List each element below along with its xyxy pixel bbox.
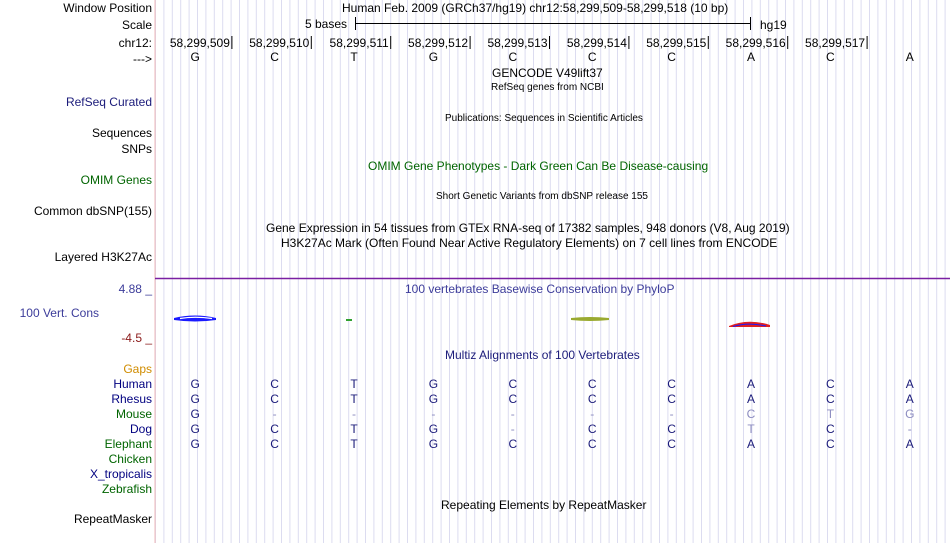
alignment-base: C bbox=[587, 377, 597, 391]
omim-genes-label[interactable]: OMIM Genes bbox=[80, 173, 152, 187]
alignment-base: G bbox=[190, 392, 200, 406]
dbsnp-track-title[interactable]: Short Genetic Variants from dbSNP release 155 bbox=[436, 191, 648, 202]
alignment-base: T bbox=[747, 422, 755, 436]
vert-cons-label[interactable]: 100 Vert. Cons bbox=[19, 306, 99, 320]
species-label[interactable]: Mouse bbox=[115, 407, 152, 421]
base-position-label: 58,299,516 bbox=[725, 36, 786, 50]
alignment-base: C bbox=[667, 392, 676, 406]
base-letter: G bbox=[428, 50, 439, 64]
species-label[interactable]: Chicken bbox=[108, 452, 152, 466]
alignment-base: - bbox=[510, 407, 515, 421]
sequences-label[interactable]: Sequences bbox=[91, 126, 152, 140]
alignment-base: G bbox=[428, 437, 439, 451]
alignment-base: C bbox=[270, 437, 279, 451]
base-position-label: 58,299,513 bbox=[487, 36, 548, 50]
alignment-base: C bbox=[826, 392, 835, 406]
alignment-base: G bbox=[428, 392, 439, 406]
phylop-mark-c bbox=[571, 317, 609, 321]
alignment-base: T bbox=[826, 407, 835, 421]
alignment-base: T bbox=[350, 377, 358, 391]
alignment-base: C bbox=[508, 392, 518, 406]
alignment-base: C bbox=[270, 392, 279, 406]
alignment-base: A bbox=[905, 377, 914, 391]
chromosome-label: chr12: bbox=[118, 36, 152, 50]
alignment-base: T bbox=[350, 422, 358, 436]
alignment-base: G bbox=[190, 422, 200, 436]
base-letter: C bbox=[826, 50, 835, 64]
alignment-base: C bbox=[826, 422, 835, 436]
publications-track-title[interactable]: Publications: Sequences in Scientific Articles bbox=[445, 113, 643, 124]
alignment-base: - bbox=[510, 422, 515, 436]
repeatmasker-label[interactable]: RepeatMasker bbox=[73, 512, 152, 526]
alignment-base: C bbox=[746, 407, 756, 421]
assembly-label: hg19 bbox=[760, 18, 787, 32]
base-letter: G bbox=[190, 50, 200, 64]
base-position-label: 58,299,509 bbox=[169, 36, 230, 50]
phylop-mark-t bbox=[346, 319, 352, 321]
multiz-track-title[interactable]: Multiz Alignments of 100 Vertebrates bbox=[445, 348, 640, 362]
base-position-label: 58,299,512 bbox=[408, 36, 469, 50]
base-position-label: 58,299,517 bbox=[805, 36, 866, 50]
alignment-base: C bbox=[270, 422, 279, 436]
alignment-base: C bbox=[270, 377, 279, 391]
phylop-marks bbox=[174, 316, 770, 328]
alignment-base: T bbox=[350, 437, 358, 451]
snps-label[interactable]: SNPs bbox=[121, 142, 152, 156]
species-label[interactable]: Elephant bbox=[104, 437, 152, 451]
alignment-base: C bbox=[826, 377, 835, 391]
base-letter: C bbox=[270, 50, 279, 64]
alignment-base: - bbox=[352, 407, 356, 421]
phylop-min-label: -4.5 _ bbox=[121, 331, 152, 345]
common-dbsnp-label[interactable]: Common dbSNP(155) bbox=[33, 204, 152, 218]
base-letter: T bbox=[350, 50, 358, 64]
base-letter: C bbox=[667, 50, 676, 64]
alignment-base: A bbox=[905, 392, 914, 406]
alignment-base: C bbox=[508, 377, 518, 391]
species-label[interactable]: Zebrafish bbox=[101, 482, 152, 496]
scale-label: Scale bbox=[121, 18, 152, 32]
alignment-base: - bbox=[907, 422, 912, 436]
scale-bases-text: 5 bases bbox=[305, 17, 348, 31]
phylop-track-title[interactable]: 100 vertebrates Basewise Conservation by PhyloP bbox=[405, 282, 675, 296]
alignment-base: G bbox=[428, 377, 439, 391]
alignment-base: G bbox=[190, 377, 200, 391]
alignment-base: C bbox=[667, 437, 676, 451]
alignment-base: C bbox=[826, 437, 835, 451]
alignment-base: A bbox=[746, 437, 755, 451]
window-position-label: Window Position bbox=[63, 1, 152, 15]
omim-track-title[interactable]: OMIM Gene Phenotypes - Dark Green Can Be Disease-causing bbox=[368, 159, 709, 173]
scale-bar bbox=[355, 17, 751, 30]
alignment-base: T bbox=[350, 392, 358, 406]
species-label[interactable]: Dog bbox=[129, 422, 152, 436]
base-position-label: 58,299,515 bbox=[646, 36, 707, 50]
layered-h3k27ac-label[interactable]: Layered H3K27Ac bbox=[54, 250, 152, 264]
alignment-base: - bbox=[272, 407, 277, 421]
alignment-base: C bbox=[587, 437, 597, 451]
refseq-curated-label[interactable]: RefSeq Curated bbox=[65, 95, 152, 109]
alignment-base: G bbox=[905, 407, 915, 421]
base-position-label: 58,299,510 bbox=[249, 36, 310, 50]
gencode-track-title[interactable]: GENCODE V49lift37 bbox=[492, 66, 603, 80]
alignment-base: C bbox=[667, 377, 676, 391]
alignment-base: A bbox=[746, 377, 755, 391]
alignment-base: - bbox=[590, 407, 595, 421]
refseq-track-title[interactable]: RefSeq genes from NCBI bbox=[491, 82, 604, 93]
alignment-base: A bbox=[905, 437, 914, 451]
alignment-base: A bbox=[746, 392, 755, 406]
base-letter: A bbox=[746, 50, 755, 64]
species-label[interactable]: X_tropicalis bbox=[89, 467, 152, 481]
species-label[interactable]: Rhesus bbox=[111, 392, 152, 406]
base-position-label: 58,299,514 bbox=[566, 36, 627, 50]
alignment-base: - bbox=[431, 407, 436, 421]
gaps-label[interactable]: Gaps bbox=[123, 362, 152, 376]
alignment-base: C bbox=[587, 392, 597, 406]
base-letter: C bbox=[587, 50, 597, 64]
base-letter: A bbox=[905, 50, 914, 64]
h3k27ac-track-title[interactable]: H3K27Ac Mark (Often Found Near Active Regulatory Elements) on 7 cell lines from ENCODE bbox=[281, 236, 778, 250]
alignment-base: G bbox=[190, 437, 200, 451]
phylop-max-label: 4.88 _ bbox=[118, 282, 152, 296]
repeatmasker-track-title[interactable]: Repeating Elements by RepeatMasker bbox=[441, 498, 647, 512]
window-position-value: Human Feb. 2009 (GRCh37/hg19) chr12:58,299,509-58,299,518 (10 bp) bbox=[342, 1, 729, 15]
alignment-base: G bbox=[190, 407, 200, 421]
species-label[interactable]: Human bbox=[113, 377, 152, 391]
alignment-base: C bbox=[667, 422, 676, 436]
alignment-base: - bbox=[669, 407, 674, 421]
strand-label: ---> bbox=[133, 52, 152, 66]
alignment-base: C bbox=[587, 422, 597, 436]
base-letter: C bbox=[508, 50, 518, 64]
base-position-label: 58,299,511 bbox=[329, 36, 389, 50]
gtex-track-title[interactable]: Gene Expression in 54 tissues from GTEx RNA-seq of 17382 samples, 948 donors (V8, Aug 2019) bbox=[266, 221, 790, 235]
alignment-base: C bbox=[508, 437, 518, 451]
alignment-base: G bbox=[428, 422, 439, 436]
